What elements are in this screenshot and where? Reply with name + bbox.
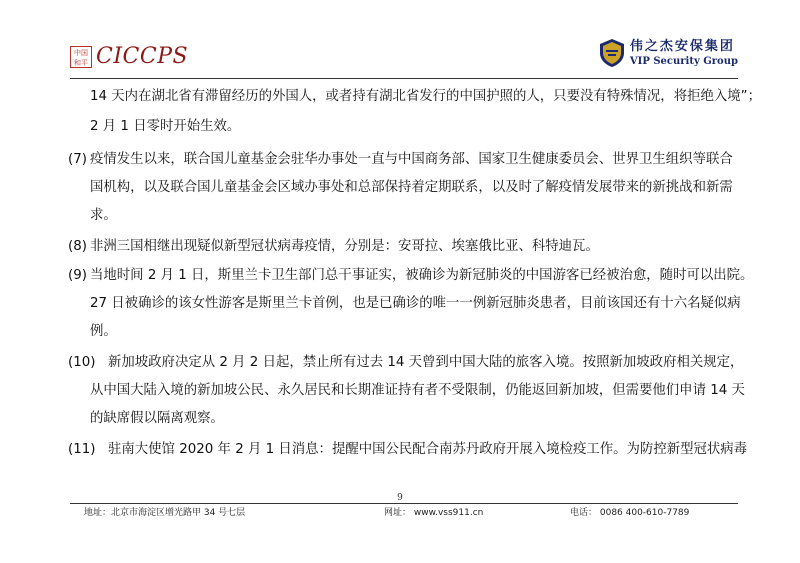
line-text: 驻南大使馆 2020 年 2 月 1 日消息：提醒中国公民配合南苏丹政府开展入境检疫工作。为防控新型冠状病毒 [108, 442, 748, 457]
line-text: 新加坡政府决定从 2 月 2 日起，禁止所有过去 14 天曾到中国大陆的旅客入境。按照新加坡政府相关规定， [108, 355, 744, 370]
line-text: 非洲三国相继出现疑似新型冠状病毒疫情，分别是：安哥拉、埃塞俄比亚、科特迪瓦。 [90, 239, 599, 254]
seal-icon: 中国 和平 [70, 46, 92, 68]
footer-website: 网址： www.vss911.cn [384, 508, 484, 518]
vip-security-logo [598, 38, 738, 68]
line-text: 从中国大陆入境的新加坡公民、永久居民和长期准证持有者不受限制，仍能返回新加坡，但需要他们申请 14 天 [90, 383, 745, 398]
line-text: 当地时间 2 月 1 日，斯里兰卡卫生部门总干事证实，被确诊为新冠肺炎的中国游客已经被治愈，随时可以出院。 [90, 268, 754, 283]
header-divider [70, 78, 738, 79]
line-text: 例。 [90, 324, 117, 339]
list-marker: (10) [68, 355, 96, 370]
footer-address: 地址：北京市海淀区增光路甲 34 号七层 [84, 508, 246, 518]
shield-icon [598, 38, 626, 68]
page-number: 9 [397, 493, 403, 503]
footer-phone: 电话： 0086 400-610-7789 [570, 508, 690, 518]
ciccps-logo-text: CICCPS [96, 44, 189, 69]
list-marker: (11) [68, 442, 96, 457]
line-text: 求。 [90, 208, 117, 223]
list-marker: (7) [68, 152, 87, 167]
list-marker: (8) [68, 239, 87, 254]
line-text: 疫情发生以来，联合国儿童基金会驻华办事处一直与中国商务部、国家卫生健康委员会、世界卫生组织等联合 [90, 152, 733, 167]
line-text: 国机构，以及联合国儿童基金会区域办事处和总部保持着定期联系，以及时了解疫情发展带来的新挑战和新需 [90, 180, 733, 195]
footer-divider [70, 503, 738, 504]
line-text: 14 天内在湖北省有滞留经历的外国人，或者持有湖北省发行的中国护照的人，只要没有特殊情况，将拒绝入境”； [90, 89, 761, 104]
company-name-cn: 伟之杰安保集团 [629, 38, 735, 54]
page-header [70, 34, 738, 78]
list-marker: (9) [68, 268, 87, 283]
company-name-en: VIP Security Group [629, 55, 738, 67]
line-text: 27 日被确诊的该女性游客是斯里兰卡首例，也是已确诊的唯一一例新冠肺炎患者，目前该国还有十六名疑似病 [90, 296, 741, 311]
line-text: 2 月 1 日零时开始生效。 [90, 119, 241, 134]
ciccps-logo [70, 44, 188, 69]
line-text: 的缺席假以隔离观察。 [90, 411, 224, 426]
